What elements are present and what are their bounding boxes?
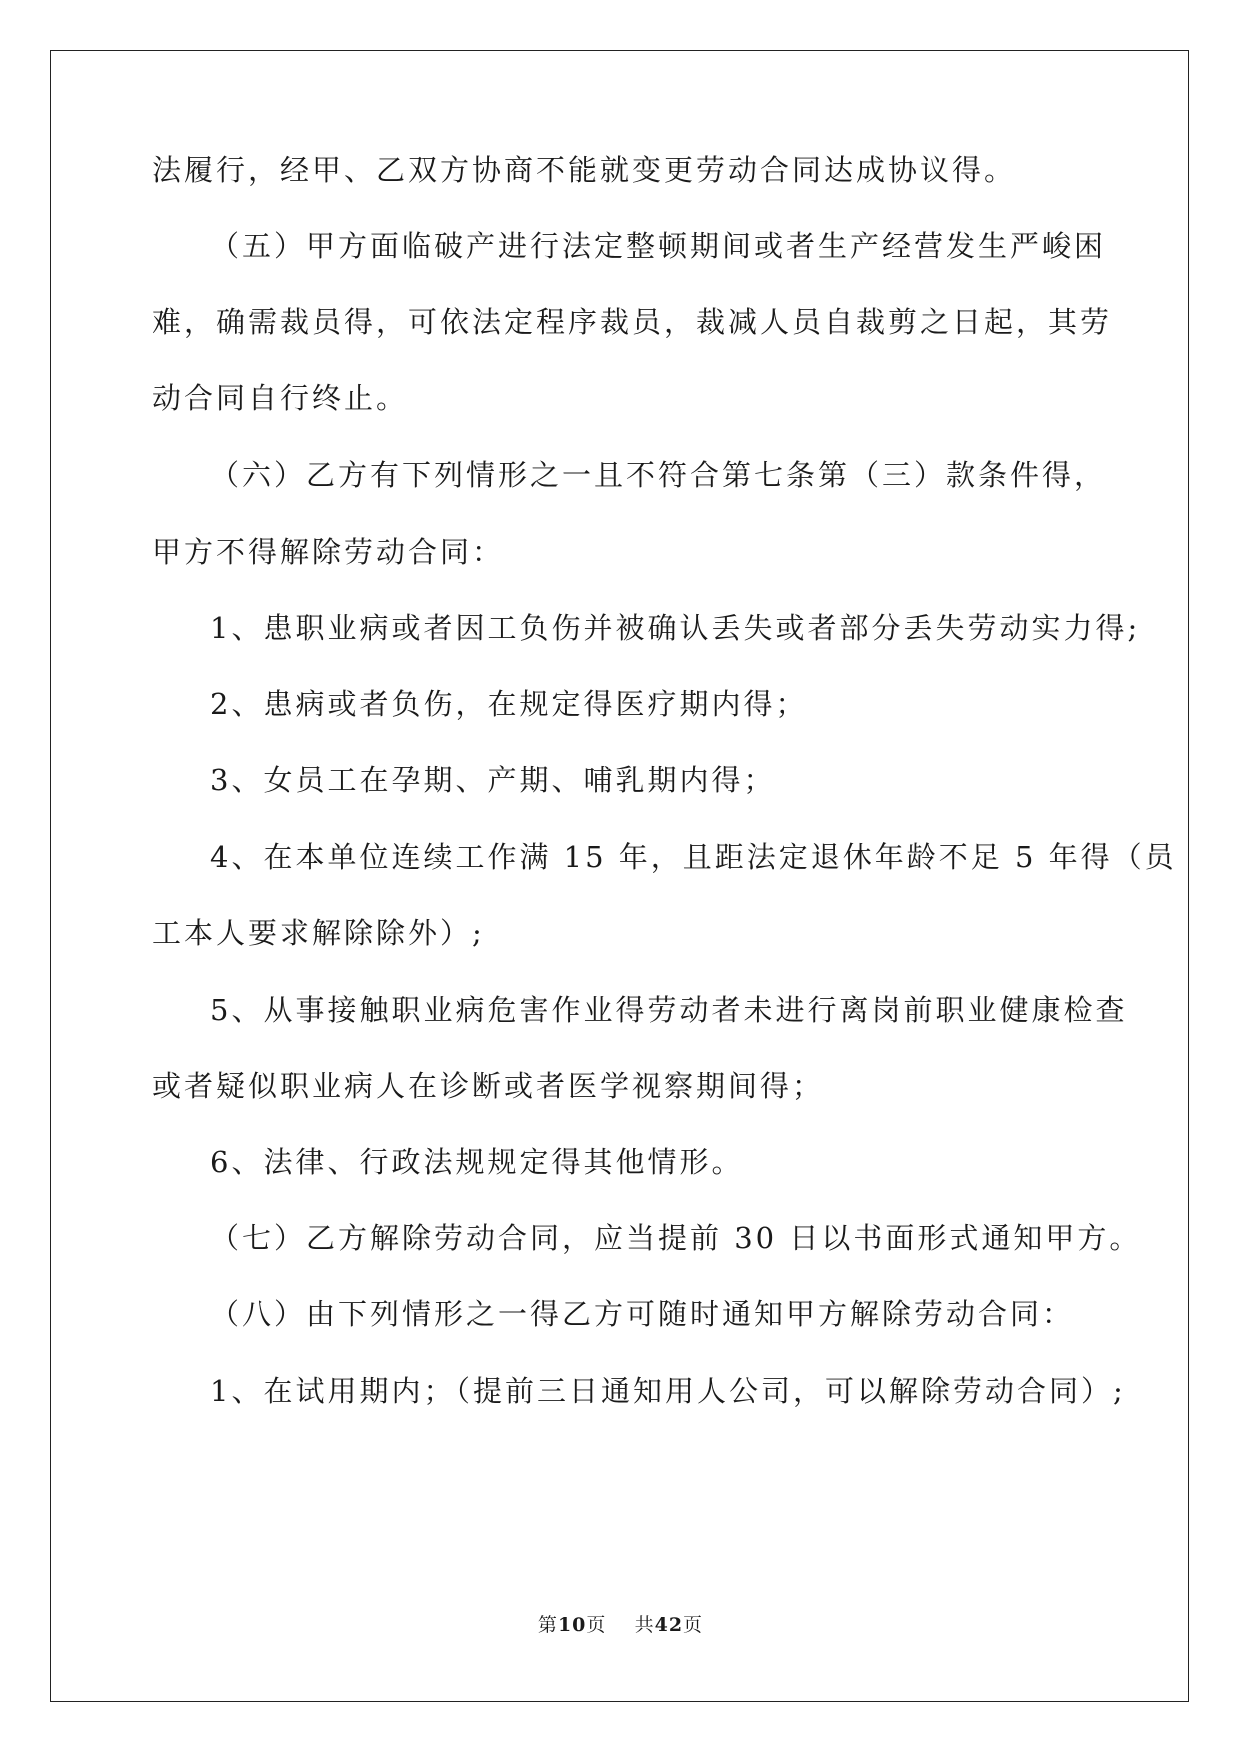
footer-page-number: 10	[557, 1614, 587, 1636]
text-line-2: （五）甲方面临破产进行法定整顿期间或者生产经营发生严峻困	[210, 229, 1107, 263]
text-line-17: 1、在试用期内；（提前三日通知用人公司，可以解除劳动合同）;	[210, 1374, 1126, 1408]
text-line-14: 6、法律、行政法规规定得其他情形。	[210, 1145, 744, 1179]
text-line-11: 工本人要求解除除外）;	[152, 916, 485, 950]
page-footer	[0, 1610, 1241, 1637]
text-line-1: 法履行，经甲、乙双方协商不能就变更劳动合同达成协议得。	[152, 153, 1017, 187]
text-line-12: 5、从事接触职业病危害作业得劳动者未进行离岗前职业健康检查	[210, 993, 1128, 1027]
text-line-13: 或者疑似职业病人在诊断或者医学视察期间得；	[152, 1069, 825, 1103]
text-line-5: （六）乙方有下列情形之一且不符合第七条第（三）款条件得，	[210, 458, 1107, 492]
footer-total-prefix: 共	[634, 1614, 655, 1636]
text-line-6: 甲方不得解除劳动合同：	[152, 535, 505, 569]
text-line-10: 4、在本单位连续工作满 15 年，且距法定退休年龄不足 5 年得（员	[210, 840, 1177, 874]
text-line-8: 2、患病或者负伤，在规定得医疗期内得；	[210, 687, 808, 721]
text-line-9: 3、女员工在孕期、产期、哺乳期内得；	[210, 763, 776, 797]
footer-page-prefix: 第	[537, 1614, 558, 1636]
text-line-3: 难，确需裁员得，可依法定程序裁员，裁减人员自裁剪之日起，其劳	[152, 305, 1113, 339]
footer-total-suffix: 页	[683, 1614, 704, 1636]
text-line-16: （八）由下列情形之一得乙方可随时通知甲方解除劳动合同：	[210, 1297, 1075, 1331]
text-line-7: 1、患职业病或者因工负伤并被确认丢失或者部分丢失劳动实力得;	[210, 611, 1141, 645]
text-line-15: （七）乙方解除劳动合同，应当提前 30 日以书面形式通知甲方。	[210, 1221, 1142, 1255]
text-line-4: 动合同自行终止。	[152, 381, 409, 415]
footer-total-pages: 42	[654, 1614, 684, 1636]
footer-page-suffix: 页	[586, 1614, 607, 1636]
